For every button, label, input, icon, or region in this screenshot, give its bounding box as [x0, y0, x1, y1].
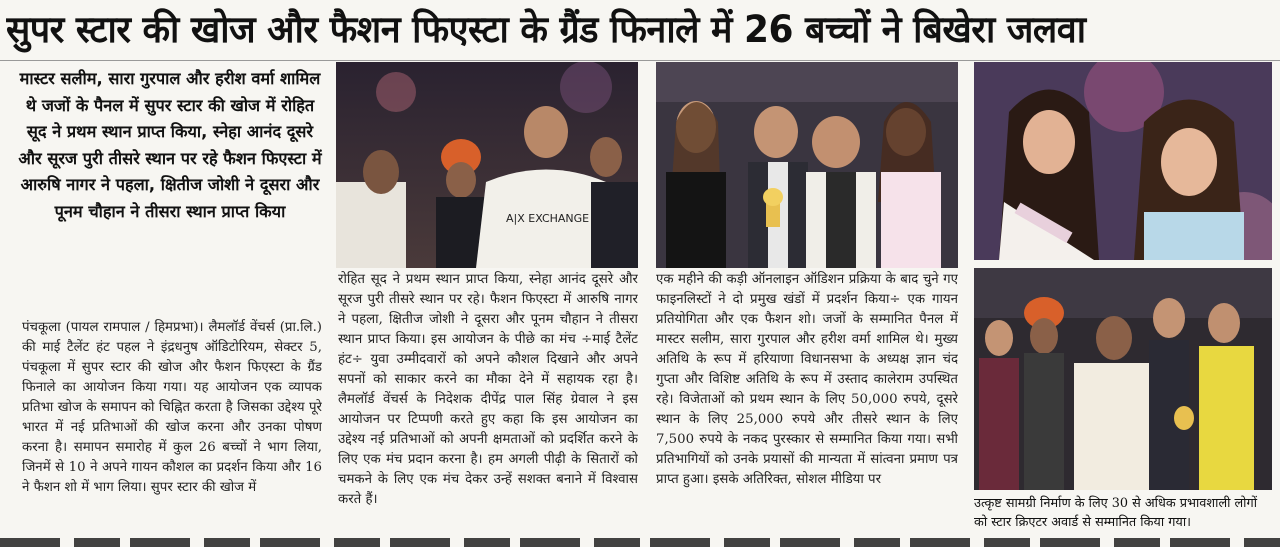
article-column-1: पंचकूला (पायल रामपाल / हिमप्रभा)। लैमलॉर्ड वेंचर्स (प्रा.लि.) की माई टैलेंट हंट पहल ने इंद्रधनुष ऑडिटोरियम, सेक्टर 5, पंचकूला में सुपर स्टार की खोज और फैशन फिएस्टा के ग्रैंड फिनाले का आयोजन किया गया। यह आयोजन एक व्यापक प्रतिभा खोज के समापन को चिह्नित करता है जिसका उद्देश्य पूरे भारत में नई प्रतिभाओं की खोज करना और उनका पोषण करना है। समापन समारोह में कुल 26 बच्चों ने भाग लिया, जिनमें से 10 ने अपने गायन कौशल का प्रदर्शन किया और 16 ने फैशन शो में भाग लिया। सुपर स्टार की खोज में	[22, 320, 322, 495]
shirt-print-text: A|X EXCHANGE	[506, 212, 590, 225]
photo-fashion-contestants	[974, 62, 1272, 260]
headline-rule	[0, 60, 1280, 61]
article-column-2: रोहित सूद ने प्रथम स्थान प्राप्त किया, स्नेहा आनंद दूसरे और सूरज पुरी तीसरे स्थान पर रहे। फैशन फिएस्टा में आरुषि नागर ने पहला, क्षितीज जोशी ने दूसरा और पूनम चौहान ने तीसरा स्थान प्राप्त किया। इस आयोजन के पीछे का मंच ÷माई टैलेंट हंट÷ युवा उम्मीदवारों को अपने कौशल दिखाने और अपने सपनों को साकार करने का मौका देने में सहायक रहा है। लैमलॉर्ड वेंचर्स के निदेशक दीपेंद्र पाल सिंह ग्रेवाल ने इस आयोजन पर टिप्पणी करते हुए कहा कि इस आयोजन का उद्देश्य नई प्रतिभाओं को अपनी क्षमताओं को प्रदर्शित करने के लिए एक मंच प्रदान करना है। हम अगली पीढ़ी के सितारों को चमकने के लिए एक मंच देकर उन्हें सशक्त बनाने में विश्वास करते हैं।	[338, 272, 638, 507]
photo-trophy-presentation	[656, 62, 958, 268]
headline: सुपर स्टार की खोज और फैशन फिएस्टा के ग्रैंड फिनाले में 26 बच्चों ने बिखेरा जलवा	[6, 8, 1086, 51]
photo-group-award	[974, 268, 1272, 490]
deck-summary: मास्टर सलीम, सारा गुरपाल और हरीश वर्मा शामिल थे जजों के पैनल में सुपर स्टार की खोज में रोहित सूद ने प्रथम स्थान प्राप्त किया, स्नेहा आनंद दूसरे और सूरज पुरी तीसरे स्थान पर रहे फैशन फिएस्टा में आरुषि नागर ने पहला, क्षितीज जोशी ने दूसरा और पूनम चौहान ने तीसरा स्थान प्राप्त किया	[18, 69, 322, 221]
photo-stage-performers	[336, 62, 638, 268]
next-headline-cutoff	[0, 538, 1280, 547]
article-column-3: एक महीने की कड़ी ऑनलाइन ऑडिशन प्रक्रिया के बाद चुने गए फाइनलिस्टों ने दो प्रमुख खंडों में प्रदर्शन किया÷ एक गायन प्रतियोगिता और एक फैशन शो। जजों के सम्मानित पैनल में मास्टर सलीम, सारा गुरपाल और हरीश वर्मा शामिल थे। मुख्य अतिथि के रूप में हरियाणा विधानसभा के अध्यक्ष ज्ञान चंद गुप्ता और विशिष्ट अतिथि के रूप में उस्ताद कालेराम उपस्थित रहे। विजेताओं को प्रथम स्थान के लिए 50,000 रुपये, दूसरे स्थान के लिए 25,000 रुपये और तीसरे स्थान के लिए 7,500 रुपये के नकद पुरस्कार से सम्मानित किया गया। सभी प्रतिभागियों को उनके प्रयासों की मान्यता में सांत्वना प्रमाण पत्र प्राप्त हुआ। इसके अतिरिक्त, सोशल मीडिया पर	[656, 272, 958, 487]
photo-caption: उत्कृष्ट सामग्री निर्माण के लिए 30 से अधिक प्रभावशाली लोगों को स्टार क्रिएटर अवार्ड से सम्मानित किया गया।	[974, 496, 1258, 530]
